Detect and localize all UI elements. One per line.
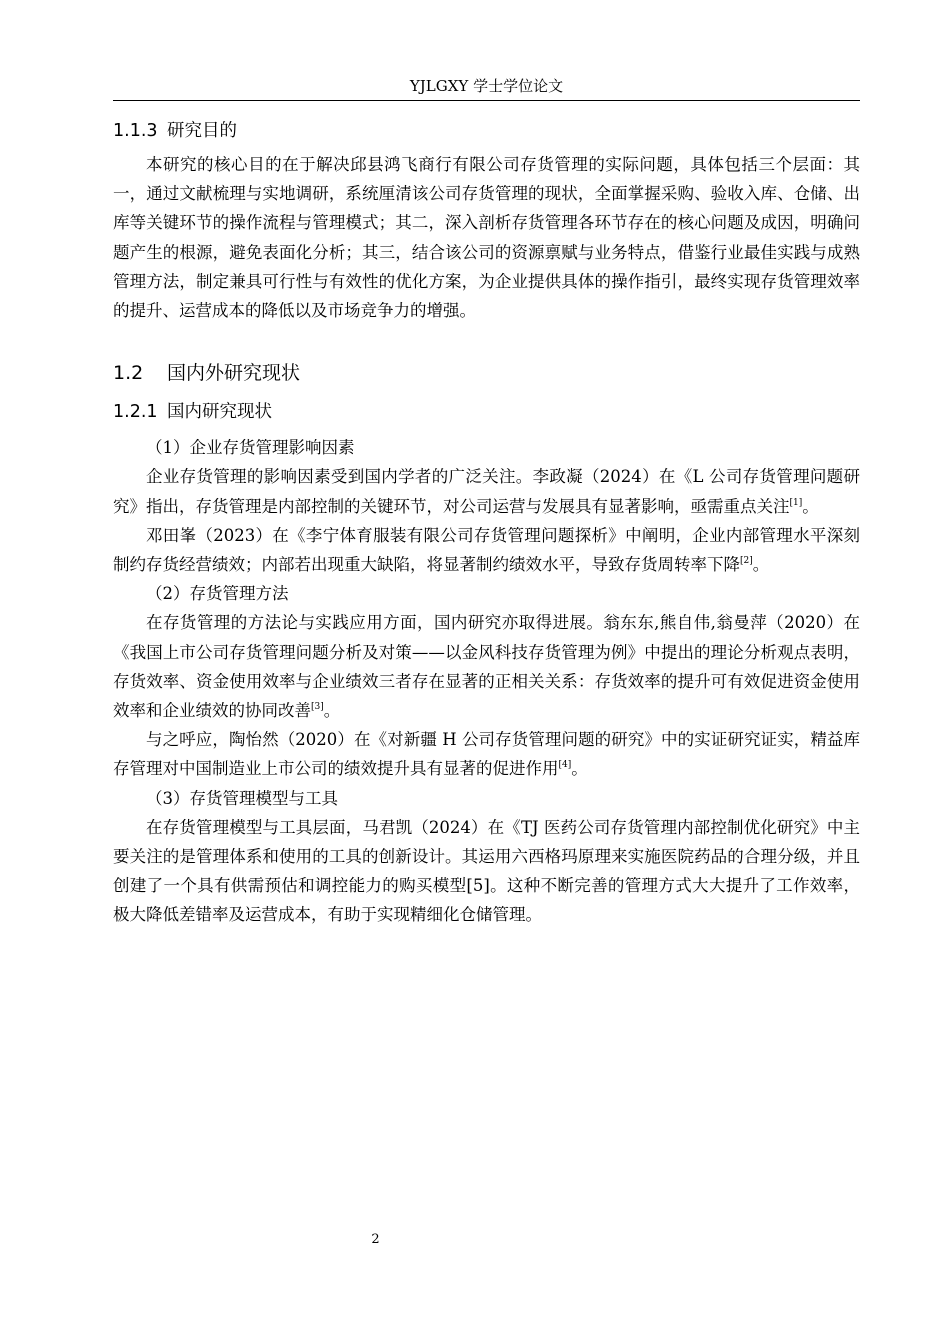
paragraph-text: 在存货管理的方法论与实践应用方面，国内研究亦取得进展。翁东东,熊自伟,翁曼萍（2020）在《我国上市公司存货管理问题分析及对策——以金风科技存货管理为例》中提出的理论分析观点表明，存货效率、资金使用效率与企业绩效三者存在显著的正相关关系：存货效率的提升可有效促进资金使用效率和企业绩效的协同改善: [113, 613, 860, 721]
paragraph-text: 邓田峯（2023）在《李宁体育服装有限公司存货管理问题探析》中阐明，企业内部管理水平深刻制约存货经营绩效；内部若出现重大缺陷，将显著制约绩效水平，导致存货周转率下降: [113, 525, 860, 575]
section-heading-1-1-3: [113, 116, 860, 146]
section-number: 1.2: [113, 362, 144, 385]
paragraph-text: 与之呼应，陶怡然（2020）在《对新疆 H 公司存货管理问题的研究》中的实证研究证实，精益库存管理对中国制造业上市公司的绩效提升具有显著的促进作用: [113, 730, 860, 779]
citation-ref: [2]: [740, 556, 753, 567]
paragraph-factors-1: [113, 462, 860, 520]
paragraph-end: 。: [571, 759, 588, 779]
paragraph-end: 。: [752, 555, 770, 575]
page-body: [113, 116, 860, 930]
paragraph-research-purpose: 本研究的核心目的在于解决邱县鸿飞商行有限公司存货管理的实际问题，具体包括三个层面：其一，通过文献梳理与实地调研，系统厘清该公司存货管理的现状，全面掌握采购、验收入库、仓储、出库等关键环节的操作流程与管理模式；其二，深入剖析存货管理各环节存在的核心问题及成因，明确问题产生的根源，避免表面化分析；其三，结合该公司的资源禀赋与业务特点，借鉴行业最佳实践与成熟管理方法，制定兼具可行性与有效性的优化方案，为企业提供具体的操作指引，最终实现存货管理效率的提升、运营成本的降低以及市场竞争力的增强。: [113, 155, 860, 321]
section-number: 1.1.3: [113, 121, 158, 141]
paragraph-methods-2: [113, 725, 860, 783]
citation-ref: [4]: [558, 760, 572, 771]
paragraph-factors-2: [113, 521, 860, 579]
header-rule: [113, 100, 860, 101]
section-title: 国内外研究现状: [167, 362, 301, 385]
paragraph-end: 。: [323, 701, 341, 721]
paragraph-text: 企业存货管理的影响因素受到国内学者的广泛关注。李政凝（2024）在《L 公司存货管理问题研究》指出，存货管理是内部控制的关键环节，对公司运营与发展具有显著影响，亟需重点关注: [113, 467, 860, 516]
section-title: 研究目的: [167, 121, 237, 141]
subheading-factors: （1）企业存货管理影响因素: [146, 438, 355, 458]
paragraph-methods-1: [113, 608, 860, 725]
subheading-methods: （2）存货管理方法: [146, 584, 289, 604]
subheading-models: （3）存货管理模型与工具: [146, 788, 338, 808]
citation-ref: [1]: [789, 497, 803, 508]
section-number: 1.2.1: [113, 402, 158, 423]
running-header: YJLGXY 学士学位论文: [409, 77, 564, 95]
citation-ref: [3]: [311, 702, 324, 713]
section-title: 国内研究现状: [167, 402, 272, 423]
page-number: 2: [371, 1232, 380, 1247]
paragraph-models: 在存货管理模型与工具层面，马君凯（2024）在《TJ 医药公司存货管理内部控制优化研究》中主要关注的是管理体系和使用的工具的创新设计。其运用六西格玛原理来实施医院药品的合理分级，并且创建了一个具有供需预估和调控能力的购买模型[5]。这种不断完善的管理方式大大提升了工作效率，极大降低差错率及运营成本，有助于实现精细化仓储管理。: [113, 817, 860, 925]
section-heading-1-2-1: [113, 397, 860, 427]
paragraph-end: 。: [802, 496, 819, 516]
section-heading-1-2: [113, 357, 860, 389]
